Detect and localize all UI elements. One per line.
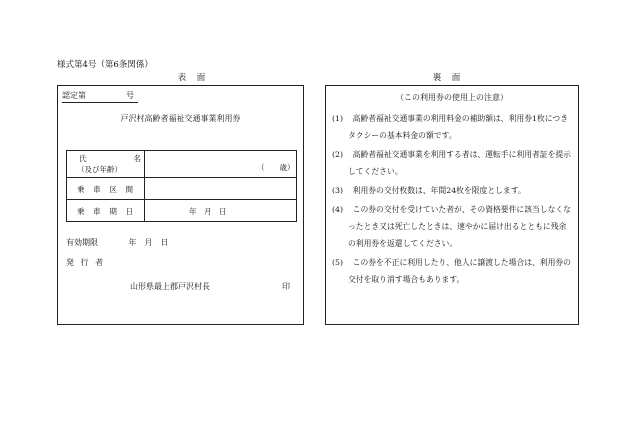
date-label-char: 日 (125, 207, 133, 216)
note-item (332, 201, 572, 252)
section-label (77, 184, 133, 195)
validity-date: 年 月 日 (128, 238, 169, 247)
front-panel (57, 85, 304, 325)
certificate-number (62, 90, 134, 101)
mayor-name: 山形県最上郡戸沢村長 (130, 282, 210, 291)
issuer-line (130, 281, 290, 292)
section-label-char: 車 (93, 185, 101, 194)
date-label-char: 期 (109, 207, 117, 216)
form-label: 様式第4号（第6条関係） (57, 60, 153, 70)
note-text: この券を不正に利用したり、他人に譲渡した場合は、利用券の交付を取り消す場合もあります。 (348, 258, 571, 284)
validity-line (66, 237, 169, 248)
back-heading: 裏 面 (432, 73, 462, 83)
age-field: （ 歳） (257, 163, 295, 172)
section-label-char: 区 (109, 185, 117, 194)
name-label-first: 氏 (79, 154, 87, 163)
ride-date-field: 年 月 日 (189, 207, 227, 216)
name-label (79, 153, 141, 164)
note-number: (3) (332, 186, 344, 195)
note-number: (2) (332, 150, 344, 159)
date-label (77, 206, 133, 217)
note-number: (5) (332, 258, 344, 267)
note-text: 高齢者福祉交通事業の利用料金の補助額は、利用券1枚につきタクシーの基本料金の額です。 (348, 114, 568, 140)
certificate-number-text: 認定第 号 (62, 91, 134, 100)
date-label-char: 車 (93, 207, 101, 216)
front-heading: 表 面 (177, 73, 207, 83)
notes-list (332, 110, 572, 290)
notes-title: （この利用券の使用上の注意） (396, 93, 508, 102)
section-label-char: 間 (125, 185, 133, 194)
note-text: 高齢者福祉交通事業を利用する者は、運転手に利用者証を提示してください。 (348, 150, 571, 176)
age-label: （及び年齢） (77, 165, 122, 174)
note-number: (4) (332, 205, 344, 214)
back-panel (325, 85, 579, 325)
info-table (66, 150, 297, 222)
column-divider (144, 200, 145, 221)
column-divider (144, 178, 145, 199)
ticket-title: 戸沢村高齢者福祉交通事業利用券 (120, 114, 241, 123)
validity-label: 有効期限 (66, 238, 98, 247)
column-divider (144, 151, 145, 177)
note-item (332, 110, 572, 144)
certificate-underline (62, 102, 138, 103)
section-label-char: 乗 (77, 185, 85, 194)
note-item (332, 182, 572, 199)
issuer-label: 発 行 者 (66, 258, 106, 267)
name-label-second: 名 (133, 154, 141, 163)
date-label-char: 乗 (77, 207, 85, 216)
name-row (67, 151, 296, 177)
date-row (67, 199, 296, 221)
note-number: (1) (332, 114, 344, 123)
note-text: 利用券の交付枚数は、年間24枚を限度とします。 (352, 186, 526, 195)
seal-mark: 印 (282, 282, 290, 291)
note-text: この券の交付を受けていた者が、その資格要件に該当しなくなったとき又は死亡したときは、速やかに届け出るとともに残余の利用券を返還してください。 (348, 205, 571, 248)
note-item (332, 146, 572, 180)
section-row (67, 177, 296, 199)
note-item (332, 254, 572, 288)
